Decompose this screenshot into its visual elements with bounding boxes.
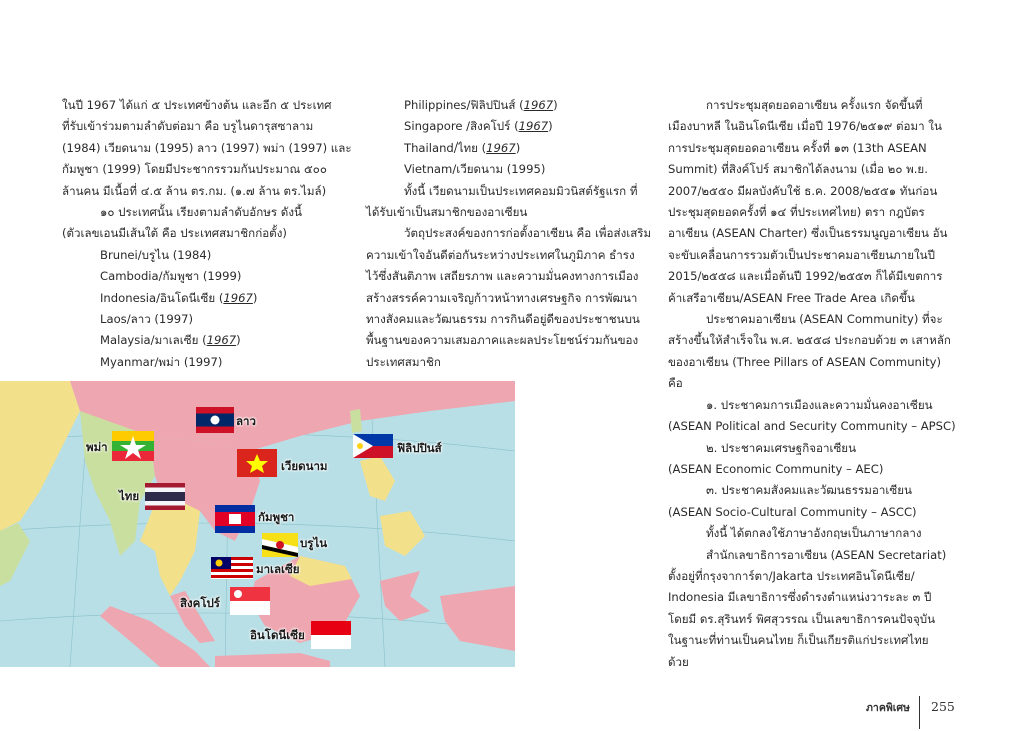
text-line: (ASEAN Economic Community – AEC) <box>668 461 884 476</box>
text-line: อาเซียน (ASEAN Charter) ซึ่งเป็นธรรมนูญอาเซียน อัน <box>668 226 948 241</box>
map-label-philippines: ฟิลิปปินส์ <box>397 441 442 455</box>
country-item: Philippines/ฟิลิปปินส์ (1967) <box>404 98 558 112</box>
pillar-1 <box>668 395 968 438</box>
text-line: โดยมี ดร.สุรินทร์ พิศสุวรรณ เป็นเลขาธิการคนปัจจุบัน <box>668 611 936 626</box>
map-label-vietnam: เวียดนาม <box>281 459 328 473</box>
text-line: ล้านคน มีเนื้อที่ ๔.๕ ล้าน ตร.กม. (๑.๗ ล้าน ตร.ไมล์) <box>62 183 327 198</box>
paragraph <box>366 223 656 373</box>
footer-divider <box>919 696 920 729</box>
country-item: Singapore /สิงคโปร์ (1967) <box>404 119 553 134</box>
text-line: (ตัวเลขเอนมีเส้นใต้ คือ ประเทศสมาชิกก่อตั้ง) <box>62 226 287 241</box>
country-item: Myanmar/พม่า (1997) <box>100 354 223 369</box>
country-item: Laos/ลาว (1997) <box>100 312 193 327</box>
text-line: ประชุมสุดยอดครั้งที่ ๑๔ ที่ประเทศไทย) ตรา กฎบัตร <box>668 205 925 220</box>
country-item: Cambodia/กัมพูชา (1999) <box>100 269 242 284</box>
paragraph <box>668 545 968 673</box>
paragraph <box>366 181 656 224</box>
text-line: ค้าเสรีอาเซียน/ASEAN Free Trade Area เกิดขึ้น <box>668 290 915 305</box>
flag-philippines <box>353 434 393 458</box>
founding-year: 1967 <box>518 119 549 134</box>
map-label-thailand: ไทย <box>119 489 140 503</box>
text-line: ทางสังคมและวัฒนธรรม การกินดีอยู่ดีของประชาชนบน <box>366 312 640 327</box>
text-line: ประเทศสมาชิก <box>366 354 441 369</box>
text-line: (ASEAN Socio-Cultural Community – ASCC) <box>668 504 917 519</box>
pillar-2 <box>668 438 968 481</box>
text-line: ประชาคมอาเซียน (ASEAN Community) ที่จะ <box>706 312 943 327</box>
text-line: (1984) เวียดนาม (1995) ลาว (1997) พม่า (1997) และ <box>62 140 352 155</box>
text-line: ทั้งนี้ ได้ตกลงใช้ภาษาอังกฤษเป็นภาษากลาง <box>706 526 922 541</box>
land-taiwan <box>350 409 362 433</box>
text-line: Summit) ที่สิงค์โปร์ สมาชิกได้ลงนาม (เมื่อ ๒๐ พ.ย. <box>668 162 928 177</box>
flag-brunei <box>262 533 298 557</box>
map-label-malaysia: มาเลเซีย <box>256 562 300 576</box>
text-line: ๓. ประชาคมสังคมและวัฒนธรรมอาเซียน <box>706 483 912 498</box>
paragraph <box>62 202 352 245</box>
section-label: ภาคพิเศษ <box>866 702 910 714</box>
flag-myanmar <box>112 431 154 461</box>
flag-cambodia <box>215 505 255 533</box>
paragraph <box>668 95 968 309</box>
text-line: กัมพูชา (1999) โดยมีประชากรรวมกันประมาณ ๕๐๐ <box>62 162 327 177</box>
text-line: ๒. ประชาคมเศรษฐกิจอาเซียน <box>706 440 857 455</box>
text-line: ในปี 1967 ได้แก่ ๕ ประเทศข้างต้น และอีก ๕ ประเทศ <box>62 98 332 112</box>
asean-map <box>0 381 515 667</box>
map-label-indonesia: อินโดนีเซีย <box>250 628 305 642</box>
text-line: ๑๐ ประเทศนั้น เรียงตามลำดับอักษร ดังนี้ <box>100 205 302 220</box>
map-label-brunei: บรูไน <box>300 536 328 550</box>
text-line: (ASEAN Political and Security Community – APSC) <box>668 419 956 434</box>
text-line: พื้นฐานของความเสมอภาคและผลประโยชน์ร่วมกันของ <box>366 333 639 348</box>
paragraph <box>668 309 968 395</box>
page-number: 255 <box>931 699 955 714</box>
text-line: ได้รับเข้าเป็นสมาชิกของอาเซียน <box>366 205 528 220</box>
text-line: สำนักเลขาธิการอาเซียน (ASEAN Secretariat) <box>706 547 947 562</box>
flag-laos <box>196 407 234 433</box>
text-line: ความเข้าใจอันดีต่อกันระหว่างประเทศในภูมิภาค ธำรง <box>366 247 635 262</box>
country-list <box>366 95 656 181</box>
country-item: Malaysia/มาเลเซีย (1967) <box>100 333 241 348</box>
flag-indonesia <box>311 621 351 649</box>
text-line: 2007/๒๕๕๐ มีผลบังคับใช้ ธ.ค. 2008/๒๕๕๑ ทันก่อน <box>668 183 938 198</box>
flag-thailand <box>145 483 185 510</box>
text-line: ตั้งอยู่ที่กรุงจาการ์ตา/Jakarta ประเทศอินโดนีเซีย/ <box>668 568 915 583</box>
text-line: การประชุมสุดยอดอาเซียน ครั้งที่ ๑๓ (13th ASEAN <box>668 140 927 155</box>
text-line: ด้วย <box>668 654 689 669</box>
text-line: 2015/๒๕๕๘ และเมื่อต้นปี 1992/๒๕๕๓ ก็ได้มีเขตการ <box>668 269 943 284</box>
text-line: ทั้งนี้ เวียดนามเป็นประเทศคอมมิวนิสต์รัฐแรก ที่ <box>404 183 638 198</box>
paragraph <box>668 523 968 544</box>
country-item: Thailand/ไทย (1967) <box>404 140 521 155</box>
text-line: สร้างขึ้นให้สำเร็จใน พ.ศ. ๒๕๕๘ ประกอบด้วย ๓ เสาหลัก <box>668 333 951 348</box>
country-item: Vietnam/เวียดนาม (1995) <box>404 162 546 177</box>
text-column-3 <box>668 95 968 673</box>
founding-year: 1967 <box>486 140 516 155</box>
text-line: ที่รับเข้าร่วมตามลำดับต่อมา คือ บรูไนดารุสซาลาม <box>62 119 314 134</box>
country-list <box>62 245 352 373</box>
flag-malaysia <box>211 557 253 579</box>
text-line: จะขับเคลื่อนการรวมตัวเป็นประชาคมอาเซียนภายในปี <box>668 247 935 262</box>
text-line: วัตถุประสงค์ของการก่อตั้งอาเซียน คือ เพื่อส่งเสริม <box>404 226 652 241</box>
text-line: เมืองบาหลี ในอินโดนีเซีย เมื่อปี 1976/๒๕๑๙ ต่อมา ใน <box>668 119 942 134</box>
founding-year: 1967 <box>523 98 554 112</box>
country-item: Brunei/บรูไน (1984) <box>100 247 212 262</box>
founding-year: 1967 <box>206 333 237 348</box>
flag-singapore <box>230 587 270 615</box>
map-label-laos: ลาว <box>236 414 256 428</box>
map-label-myanmar: พม่า <box>86 440 108 454</box>
text-line: คือ <box>668 376 683 391</box>
flag-vietnam <box>237 449 277 477</box>
map-label-cambodia: กัมพูชา <box>258 510 295 524</box>
text-line: ในฐานะที่ท่านเป็นคนไทย ก็เป็นเกียรติแก่ประเทศไทย <box>668 633 929 648</box>
paragraph <box>62 95 352 202</box>
text-column-1 <box>62 95 352 373</box>
text-line: สร้างสรรค์ความเจริญก้าวหน้าทางเศรษฐกิจ การพัฒนา <box>366 290 638 305</box>
text-line: Indonesia มีเลขาธิการซึ่งดำรงตำแหน่งวาระละ ๓ ปี <box>668 590 932 605</box>
map-label-singapore: สิงคโปร์ <box>180 596 220 610</box>
text-line: การประชุมสุดยอดอาเซียน ครั้งแรก จัดขึ้นที่ <box>706 98 923 112</box>
text-line: ไว้ซึ่งสันติภาพ เสถียรภาพ และความมั่นคงทางการเมือง <box>366 269 639 284</box>
pillar-3 <box>668 480 968 523</box>
country-item: Indonesia/อินโดนีเซีย (1967) <box>100 290 258 305</box>
text-column-2 <box>366 95 656 373</box>
founding-year: 1967 <box>223 290 253 305</box>
text-line: ของอาเซียน (Three Pillars of ASEAN Community) <box>668 354 942 369</box>
text-line: ๑. ประชาคมการเมืองและความมั่นคงอาเซียน <box>706 397 933 412</box>
